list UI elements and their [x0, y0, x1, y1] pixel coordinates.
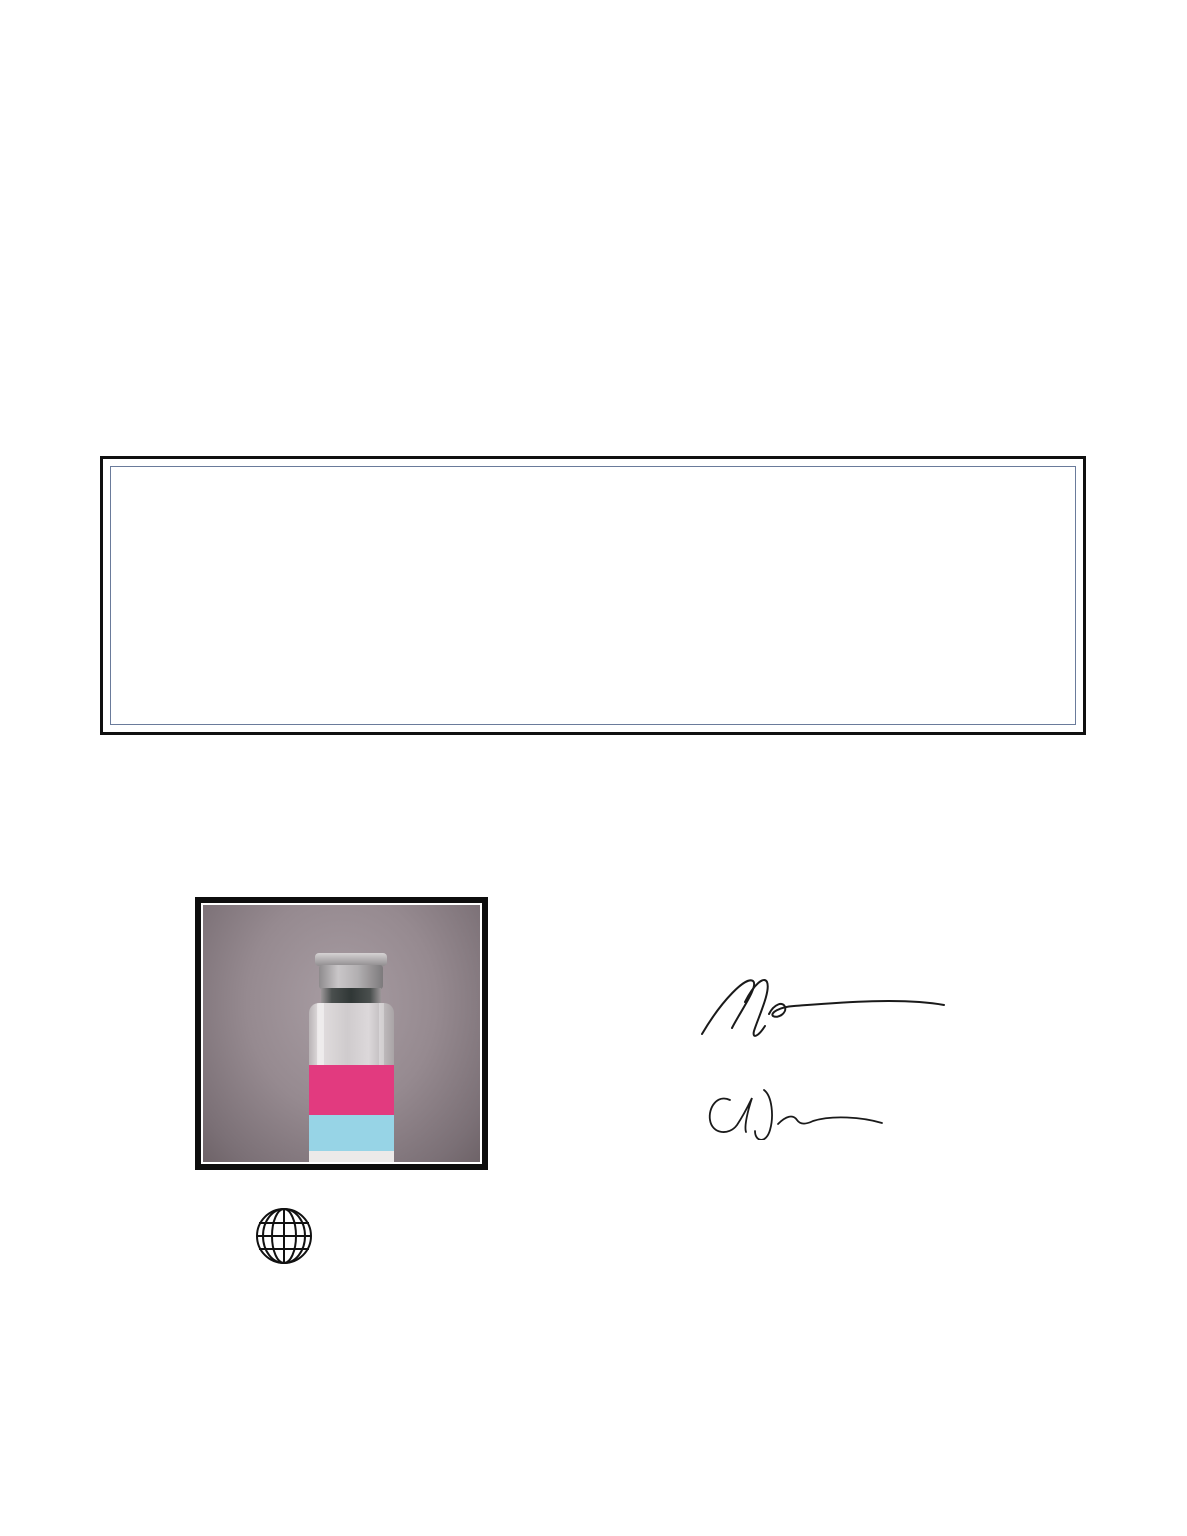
vial-brand-label	[309, 1065, 394, 1115]
report-by-signature-image	[688, 968, 988, 1046]
approved-by-signature-image	[700, 1082, 920, 1140]
vial-photo	[203, 905, 480, 1162]
vanguard-v-icon	[98, 45, 283, 200]
vial-body	[309, 1003, 394, 1162]
vial-cap	[319, 965, 383, 989]
vial-product-label	[309, 1115, 394, 1151]
vial-photo-frame	[195, 897, 488, 1170]
chromatogram-chart	[110, 466, 1076, 725]
vial-lot-label	[309, 1151, 394, 1162]
iso-accreditation	[253, 1205, 321, 1267]
chromatogram-frame	[100, 456, 1086, 735]
vanguard-logo	[98, 45, 283, 200]
iso-globe-icon	[253, 1205, 315, 1267]
